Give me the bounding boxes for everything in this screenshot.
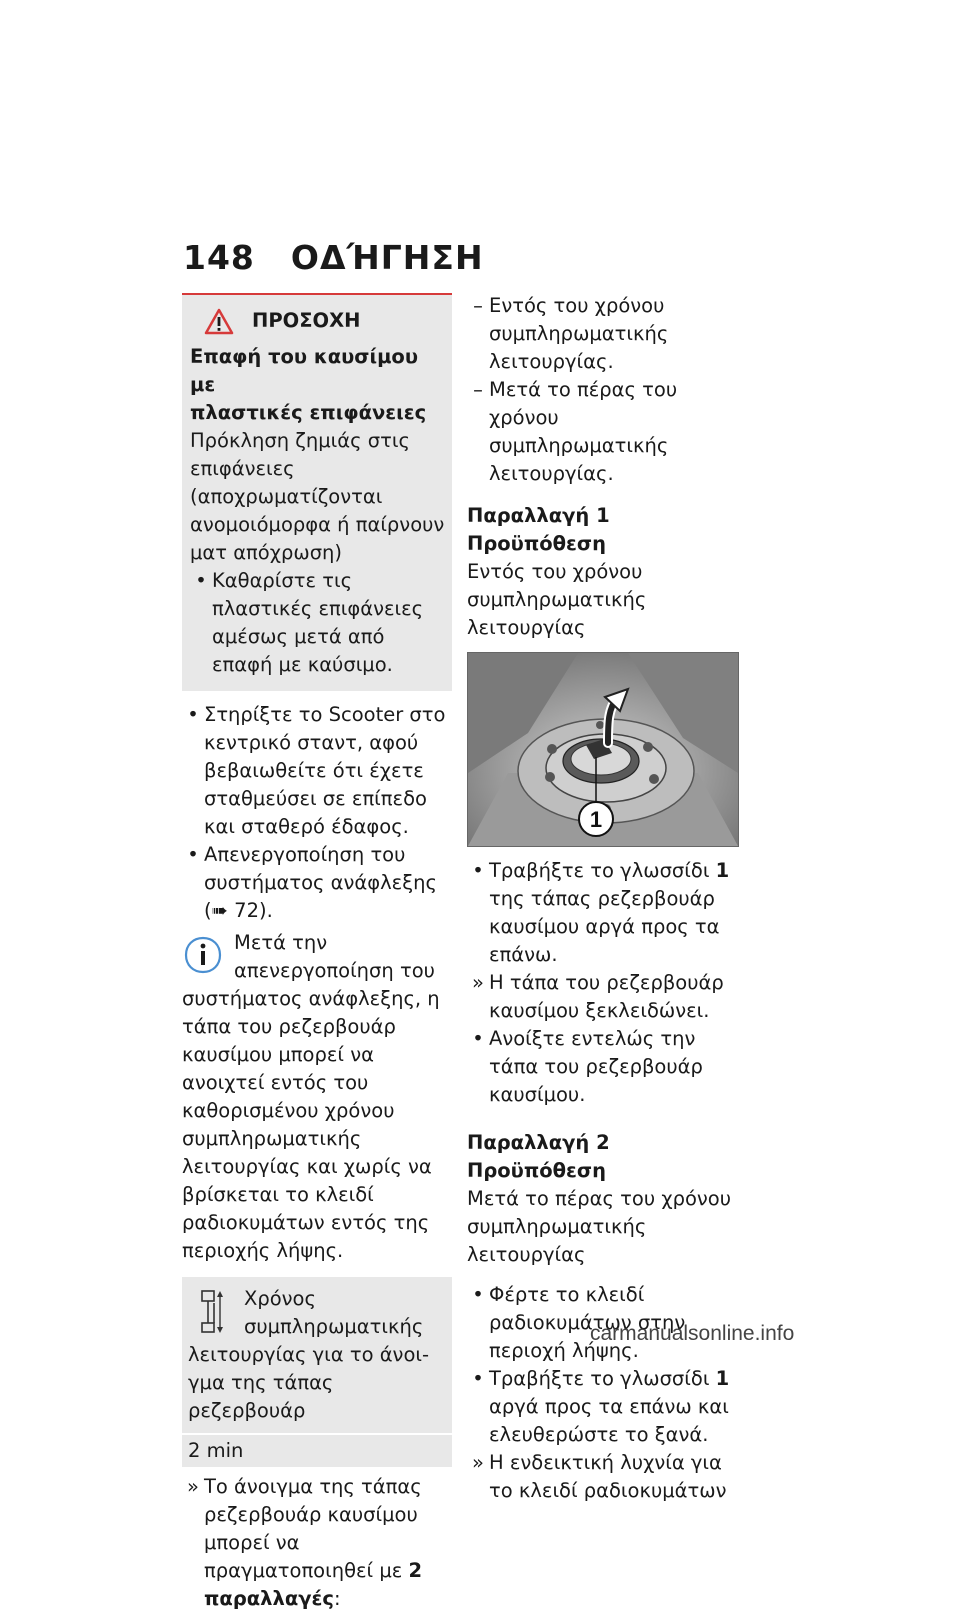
list-item [467,1365,742,1449]
instruction-part: της τάπας ρεζερβουάρ καυσίμου αργά προς τα επάνω. [489,887,720,966]
list-item [182,701,452,841]
list-item [467,857,742,969]
callout-reference: 1 [715,1367,730,1390]
page-number: 148 [183,238,255,277]
bullet-marker: • [187,843,199,866]
chapter-title: ΟΔΉΓΗΣΗ [290,238,484,277]
variant-1-heading: Παραλλαγή 1 [467,504,610,527]
info-note [182,929,452,1265]
bullet-marker: • [472,1027,484,1050]
page-reference[interactable]: 72). [234,899,273,922]
dash-marker: – [473,294,483,317]
callout-1-label: 1 [589,807,603,832]
instruction-part: αργά προς τα επάνω και ελευθερώστε το ξανά. [489,1395,729,1446]
instruction-text [204,841,452,925]
watermark: carmanualsonline.info [590,1322,795,1345]
result-item [467,969,742,1025]
result-text: Η ενδεικτική λυχνία για το κλειδί ραδιοκυμάτων [489,1451,727,1502]
result-emphasis: 2 παραλλαγές [204,1559,423,1610]
timer-spec-icon [198,1289,228,1335]
note-text: Μετά την απενεργοποίηση του συστήματος ανάφλεξης, η τάπα του ρεζερβουάρ καυσίμου μπορεί να ανοιχτεί εντός του καθορισμένου χρόνου συμπληρωματικής λειτουργίας και χωρίς να βρίσκεται το κλειδί ραδιοκυμάτων εντός της περιοχής λήψης. [182,931,440,1262]
warning-label: ΠΡΟΣΟΧΗ [252,309,361,332]
spec-label: Χρόνος συμπληρωματικής λειτουργίας για το άνοιγμα της τάπας ρεζερβουάρ [188,1287,430,1422]
warning-heading [204,307,448,335]
dash-item [467,292,742,376]
variant-2-heading: Παραλλαγή 2 [467,1131,610,1154]
instruction-text: Φέρτε το κλειδί ραδιοκυμάτων στην περιοχή λήψης. [489,1283,686,1362]
bullet-marker: • [472,1367,484,1390]
result-marker: » [472,1451,484,1474]
list-item [467,1025,742,1109]
instruction-text [489,1365,742,1449]
warning-triangle-icon [204,308,234,335]
dash-text: Μετά το πέρας του χρόνου συμπληρωματικής λειτουργίας. [489,378,678,485]
page-ref-arrow-icon: ➠ [211,899,228,922]
dash-marker: – [473,378,483,401]
result-text [204,1473,452,1613]
prerequisite-heading: Προϋπόθεση [467,1159,606,1182]
result-item [182,1473,452,1613]
instruction-part: Απενεργοποίηση του συστήματος ανάφλεξης ( [204,843,437,922]
dash-item [467,376,742,488]
warning-title [190,343,448,427]
result-part: Το άνοιγμα της τάπας ρεζερβουάρ καυσίμου μπορεί να πραγματοποιηθεί με [204,1475,422,1582]
fuel-cap-illustration [467,652,739,847]
instruction-part: Τραβήξτε το γλωσσίδι [489,859,716,882]
result-marker: » [187,1475,199,1498]
spec-box [182,1277,452,1467]
warning-title-line: πλαστικές επιφάνειες [190,401,427,424]
warning-bullet [190,567,448,679]
left-column [182,293,452,1613]
bullet-marker: • [472,1283,484,1306]
instruction-text: Ανοίξτε εντελώς την τάπα του ρεζερβουάρ καυσίμου. [489,1027,703,1106]
page-header [183,238,484,277]
bullet-marker: • [472,859,484,882]
bullet-marker: • [195,569,207,592]
result-part: : [333,1587,341,1610]
prerequisite-heading: Προϋπόθεση [467,532,606,555]
dash-text: Εντός του χρόνου συμπληρωματικής λειτουργίας. [489,294,669,373]
warning-bullet-text: Καθαρίστε τις πλαστικές επιφάνειες αμέσως μετά από επαφή με καύσιμο. [212,569,424,676]
spec-value: 2 min [182,1435,452,1467]
result-text: Η τάπα του ρεζερβουάρ καυσίμου ξεκλειδώνει. [489,971,724,1022]
result-item [467,1449,742,1505]
warning-title-line: Επαφή του καυσίμου με [190,345,418,396]
prerequisite-text: Μετά το πέρας του χρόνου συμπληρωματικής λειτουργίας [467,1187,732,1266]
list-item [182,841,452,925]
instruction-text [489,857,742,969]
instruction-part: Τραβήξτε το γλωσσίδι [489,1367,716,1390]
instruction-text: Στηρίξτε το Scooter στο κεντρικό σταντ, αφού βεβαιωθείτε ότι έχετε σταθμεύσει σε επίπεδο και σταθερό έδαφος. [204,703,446,838]
info-icon [182,935,224,977]
prerequisite-text: Εντός του χρόνου συμπληρωματικής λειτουργίας [467,560,647,639]
warning-body: Πρόκληση ζημιάς στις επιφάνειες (αποχρωματίζονται ανομοιόμορφα ή παίρνουν ματ απόχρωση) [190,429,445,564]
warning-box [182,293,452,691]
bullet-marker: • [187,703,199,726]
result-marker: » [472,971,484,994]
callout-reference: 1 [715,859,730,882]
spec-box-header [182,1277,452,1433]
